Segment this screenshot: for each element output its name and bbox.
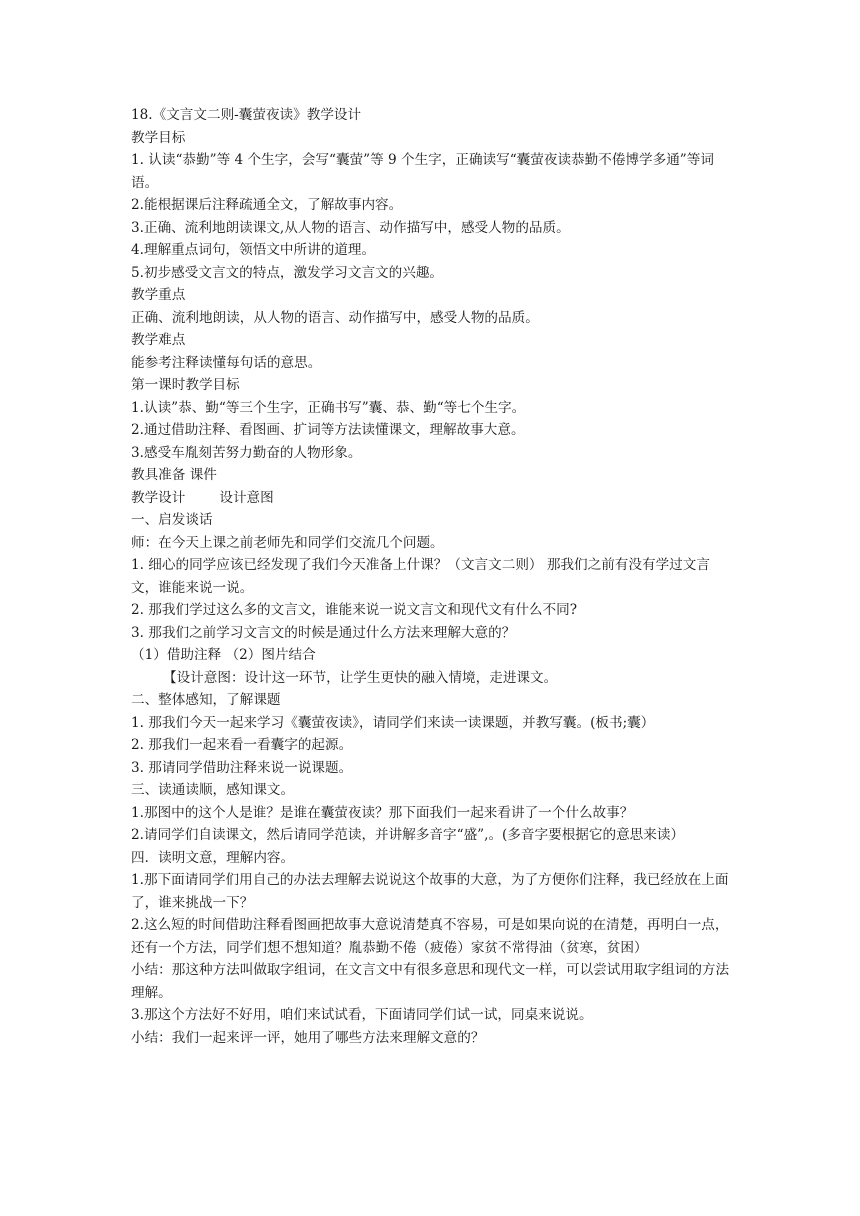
lesson1-goal: 3.感受车胤刻苦努力勤奋的人物形象。 — [131, 444, 362, 461]
section2-line: 1. 那我们今天一起来学习《囊萤夜读》，请同学们来读一读课题，并教写囊。(板书;囊） — [131, 714, 655, 731]
lesson1-heading: 第一课时教学目标 — [131, 377, 240, 393]
intent-label: 设计意图 — [219, 489, 274, 506]
section1-line: 3. 那我们之前学习文言文的时候是通过什么方法来理解大意的？ — [131, 624, 516, 641]
section4-heading: 四．读明文意，理解内容。 — [131, 849, 295, 866]
section3-heading: 三、读通读顺，感知课文。 — [131, 782, 295, 798]
section4-line: 3.那这个方法好不好用，咱们来试试看，下面请同学们试一试，同桌来说说。 — [131, 1007, 593, 1023]
section1-heading: 一、启发谈话 — [131, 512, 213, 528]
goal-item: 3.正确、流利地朗读课文,从人物的语言、动作描写中，感受人物的品质。 — [131, 219, 570, 236]
section3-line: 1.那图中的这个人是谁？是谁在囊萤夜读？那下面我们一起来看讲了一个什么故事？ — [131, 804, 634, 821]
section1-line: 2. 那我们学过这么多的文言文，谁能来说一说文言文和现代文有什么不同? — [131, 602, 577, 618]
key-text: 正确、流利地朗读，从人物的语言、动作描写中，感受人物的品质。 — [131, 309, 539, 326]
section2-heading: 二、整体感知，了解课题 — [131, 692, 281, 708]
difficulty-heading: 教学难点 — [131, 332, 186, 348]
goal-item: 1. 认读“恭勤”等 4 个生字，会写“囊萤”等 9 个生字，正确读写“囊萤夜读恭勤不倦博学多通”等词语。 — [131, 152, 714, 191]
section2-line: 3. 那请同学借助注释来说一说课题。 — [131, 759, 353, 776]
key-heading: 教学重点 — [131, 287, 186, 303]
goal-item: 4.理解重点词句，领悟文中所讲的道理。 — [131, 242, 376, 258]
tools-line: 教具准备 课件 — [131, 467, 217, 483]
goal-item: 2.能根据课后注释疏通全文，了解故事内容。 — [131, 197, 403, 213]
document-body — [131, 104, 731, 1049]
section3-line: 2.请同学们自读课文，然后请同学范读，并讲解多音字“盛”,。(多音字要根据它的意思来读） — [131, 827, 685, 843]
section4-line: 1.那下面请同学们用自己的办法去理解去说说这个故事的大意，为了方便你们注释，我已经放在上面了，谁来挑战一下？ — [131, 872, 729, 911]
section1-line: 1. 细心的同学应该已经发现了我们今天准备上什课？（文言文二则） 那我们之前有没有学过文言文，谁能来说一说。 — [131, 557, 710, 596]
design-label: 教学设计 — [131, 489, 186, 506]
section4-line: 2.这么短的时间借助注释看图画把故事大意说清楚真不容易，可是如果向说的在清楚，再明白一点，还有一个方法，同学们想不想知道？胤恭勤不倦（疲倦）家贫不常得油（贫寒，贫困） — [131, 917, 729, 956]
section2-line: 2. 那我们一起来看一看囊字的起源。 — [131, 737, 353, 753]
document-title: 18.《文言文二则-囊萤夜读》教学设计 — [131, 107, 362, 123]
section4-summary: 小结：我们一起来评一评，她用了哪些方法来理解文意的？ — [131, 1029, 485, 1046]
section4-summary: 小结：那这种方法叫做取字组词，在文言文中有很多意思和现代文一样，可以尝试用取字组词的方法理解。 — [131, 962, 730, 1001]
section1-line: （1）借助注释 （2）图片结合 — [131, 647, 316, 663]
lesson1-goal: 2.通过借助注释、看图画、扩词等方法读懂课文，理解故事大意。 — [131, 422, 525, 438]
section1-design-note: 【设计意图：设计这一环节，让学生更快的融入情境，走进课文。 — [163, 669, 558, 686]
goal-item: 5.初步感受文言文的特点，激发学习文言文的兴趣。 — [131, 264, 444, 281]
design-intent-row — [131, 487, 731, 510]
section1-line: 师：在今天上课之前老师先和同学们交流几个问题。 — [131, 534, 444, 551]
lesson1-goal: 1.认读”恭、勤“等三个生字，正确书写”囊、恭、勤“等七个生字。 — [131, 399, 526, 416]
goals-heading: 教学目标 — [131, 129, 186, 146]
difficulty-text: 能参考注释读懂每句话的意思。 — [131, 354, 322, 371]
